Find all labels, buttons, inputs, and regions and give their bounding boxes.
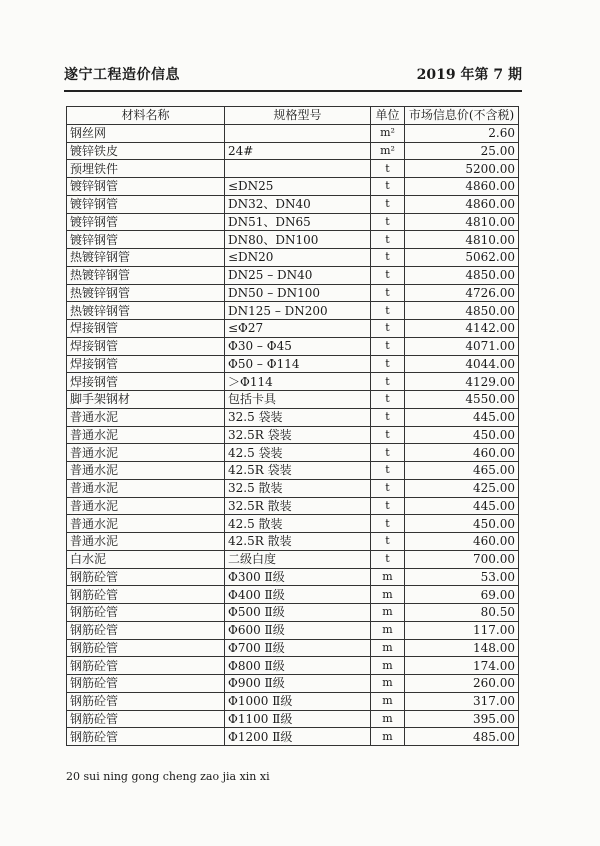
- table-row: [67, 568, 519, 586]
- running-header: [64, 64, 522, 88]
- table-row: [67, 426, 519, 444]
- material-name-cell: 镀锌钢管: [67, 231, 225, 249]
- unit-cell: t: [371, 178, 405, 196]
- price-cell: 450.00: [405, 515, 519, 533]
- specification-cell: 32.5R 散装: [225, 497, 371, 515]
- table-row: [67, 213, 519, 231]
- material-name-cell: 普通水泥: [67, 497, 225, 515]
- price-cell: 445.00: [405, 408, 519, 426]
- table-row: [67, 533, 519, 551]
- material-name-cell: 普通水泥: [67, 479, 225, 497]
- price-cell: 5062.00: [405, 249, 519, 267]
- unit-cell: t: [371, 266, 405, 284]
- specification-cell: ≤DN20: [225, 249, 371, 267]
- table-header-row: [67, 107, 519, 125]
- material-name-cell: 镀锌钢管: [67, 213, 225, 231]
- material-name-cell: 钢筋砼管: [67, 621, 225, 639]
- specification-cell: 二级白度: [225, 550, 371, 568]
- unit-cell: m: [371, 675, 405, 693]
- price-cell: 395.00: [405, 710, 519, 728]
- unit-cell: m: [371, 728, 405, 746]
- price-cell: 4850.00: [405, 302, 519, 320]
- material-name-cell: 钢筋砼管: [67, 675, 225, 693]
- specification-cell: DN50 – DN100: [225, 284, 371, 302]
- specification-cell: 32.5 散装: [225, 479, 371, 497]
- unit-cell: m²: [371, 142, 405, 160]
- unit-cell: m: [371, 621, 405, 639]
- price-cell: 69.00: [405, 586, 519, 604]
- table-row: [67, 515, 519, 533]
- specification-cell: 42.5R 散装: [225, 533, 371, 551]
- specification-cell: DN80、DN100: [225, 231, 371, 249]
- unit-cell: t: [371, 444, 405, 462]
- specification-cell: ＞Φ114: [225, 373, 371, 391]
- unit-cell: t: [371, 373, 405, 391]
- table-row: [67, 320, 519, 338]
- specification-cell: 包括卡具: [225, 391, 371, 409]
- specification-cell: 42.5R 袋装: [225, 462, 371, 480]
- table-row: [67, 710, 519, 728]
- material-name-cell: 焊接钢管: [67, 320, 225, 338]
- material-name-cell: 普通水泥: [67, 408, 225, 426]
- price-cell: 700.00: [405, 550, 519, 568]
- table-row: [67, 675, 519, 693]
- price-cell: 4810.00: [405, 213, 519, 231]
- table-row: [67, 444, 519, 462]
- table-row: [67, 586, 519, 604]
- header-rule: [64, 90, 522, 92]
- specification-cell: 42.5 袋装: [225, 444, 371, 462]
- publication-title: 遂宁工程造价信息: [64, 67, 180, 83]
- price-cell: 25.00: [405, 142, 519, 160]
- material-name-cell: 普通水泥: [67, 462, 225, 480]
- unit-cell: t: [371, 320, 405, 338]
- table-row: [67, 621, 519, 639]
- unit-cell: t: [371, 160, 405, 178]
- specification-cell: Φ50 – Φ114: [225, 355, 371, 373]
- specification-cell: Φ700 Ⅱ级: [225, 639, 371, 657]
- material-name-cell: 普通水泥: [67, 444, 225, 462]
- price-cell: 4142.00: [405, 320, 519, 338]
- specification-cell: Φ500 Ⅱ级: [225, 604, 371, 622]
- unit-cell: t: [371, 391, 405, 409]
- price-cell: 460.00: [405, 533, 519, 551]
- unit-cell: t: [371, 408, 405, 426]
- price-cell: 450.00: [405, 426, 519, 444]
- table-row: [67, 550, 519, 568]
- specification-cell: DN25 – DN40: [225, 266, 371, 284]
- specification-cell: Φ1100 Ⅱ级: [225, 710, 371, 728]
- specification-cell: [225, 124, 371, 142]
- material-name-cell: 镀锌钢管: [67, 195, 225, 213]
- price-cell: 4850.00: [405, 266, 519, 284]
- unit-cell: m: [371, 710, 405, 728]
- table-row: [67, 178, 519, 196]
- price-cell: 4044.00: [405, 355, 519, 373]
- unit-cell: t: [371, 479, 405, 497]
- table-row: [67, 249, 519, 267]
- unit-cell: m: [371, 639, 405, 657]
- price-cell: 4860.00: [405, 195, 519, 213]
- material-name-cell: 焊接钢管: [67, 337, 225, 355]
- specification-cell: ≤Φ27: [225, 320, 371, 338]
- unit-cell: t: [371, 302, 405, 320]
- price-cell: 5200.00: [405, 160, 519, 178]
- specification-cell: Φ900 Ⅱ级: [225, 675, 371, 693]
- price-cell: 174.00: [405, 657, 519, 675]
- unit-cell: m: [371, 692, 405, 710]
- unit-cell: t: [371, 533, 405, 551]
- specification-cell: 42.5 散装: [225, 515, 371, 533]
- page-footer: 20 sui ning gong cheng zao jia xin xi: [66, 770, 270, 783]
- table-row: [67, 639, 519, 657]
- price-cell: 80.50: [405, 604, 519, 622]
- price-cell: 4860.00: [405, 178, 519, 196]
- material-name-cell: 脚手架钢材: [67, 391, 225, 409]
- column-header-material-name: 材料名称: [67, 107, 225, 125]
- material-name-cell: 普通水泥: [67, 515, 225, 533]
- unit-cell: t: [371, 515, 405, 533]
- unit-cell: m²: [371, 124, 405, 142]
- price-cell: 485.00: [405, 728, 519, 746]
- material-name-cell: 钢筋砼管: [67, 586, 225, 604]
- table-row: [67, 284, 519, 302]
- unit-cell: t: [371, 249, 405, 267]
- unit-cell: t: [371, 284, 405, 302]
- specification-cell: Φ800 Ⅱ级: [225, 657, 371, 675]
- unit-cell: m: [371, 568, 405, 586]
- table-row: [67, 408, 519, 426]
- unit-cell: t: [371, 195, 405, 213]
- table-row: [67, 142, 519, 160]
- specification-cell: [225, 160, 371, 178]
- price-cell: 260.00: [405, 675, 519, 693]
- unit-cell: t: [371, 355, 405, 373]
- material-name-cell: 热镀锌钢管: [67, 284, 225, 302]
- price-cell: 4071.00: [405, 337, 519, 355]
- specification-cell: DN125 – DN200: [225, 302, 371, 320]
- column-header-unit: 单位: [371, 107, 405, 125]
- table-row: [67, 195, 519, 213]
- price-cell: 465.00: [405, 462, 519, 480]
- specification-cell: 32.5 袋装: [225, 408, 371, 426]
- material-name-cell: 镀锌钢管: [67, 178, 225, 196]
- specification-cell: DN32、DN40: [225, 195, 371, 213]
- price-cell: 4550.00: [405, 391, 519, 409]
- specification-cell: Φ300 Ⅱ级: [225, 568, 371, 586]
- table-row: [67, 728, 519, 746]
- unit-cell: t: [371, 213, 405, 231]
- unit-cell: t: [371, 462, 405, 480]
- material-name-cell: 焊接钢管: [67, 373, 225, 391]
- material-name-cell: 钢筋砼管: [67, 657, 225, 675]
- unit-cell: m: [371, 604, 405, 622]
- unit-cell: m: [371, 657, 405, 675]
- material-price-table: [66, 106, 519, 746]
- material-name-cell: 钢筋砼管: [67, 639, 225, 657]
- material-name-cell: 热镀锌钢管: [67, 266, 225, 284]
- specification-cell: Φ600 Ⅱ级: [225, 621, 371, 639]
- price-cell: 425.00: [405, 479, 519, 497]
- price-cell: 4726.00: [405, 284, 519, 302]
- specification-cell: 32.5R 袋装: [225, 426, 371, 444]
- table-row: [67, 302, 519, 320]
- material-name-cell: 预埋铁件: [67, 160, 225, 178]
- table-row: [67, 462, 519, 480]
- price-cell: 2.60: [405, 124, 519, 142]
- specification-cell: Φ1200 Ⅱ级: [225, 728, 371, 746]
- material-name-cell: 镀锌铁皮: [67, 142, 225, 160]
- material-name-cell: 钢筋砼管: [67, 604, 225, 622]
- table-row: [67, 160, 519, 178]
- table-row: [67, 373, 519, 391]
- price-cell: 4810.00: [405, 231, 519, 249]
- unit-cell: t: [371, 337, 405, 355]
- table-row: [67, 391, 519, 409]
- material-name-cell: 普通水泥: [67, 426, 225, 444]
- price-cell: 53.00: [405, 568, 519, 586]
- specification-cell: DN51、DN65: [225, 213, 371, 231]
- specification-cell: ≤DN25: [225, 178, 371, 196]
- price-cell: 445.00: [405, 497, 519, 515]
- unit-cell: t: [371, 231, 405, 249]
- unit-cell: t: [371, 426, 405, 444]
- price-cell: 317.00: [405, 692, 519, 710]
- column-header-market-price: 市场信息价(不含税): [405, 107, 519, 125]
- issue-number: 2019 年第 7 期: [416, 67, 522, 83]
- material-name-cell: 钢筋砼管: [67, 568, 225, 586]
- material-name-cell: 焊接钢管: [67, 355, 225, 373]
- specification-cell: Φ1000 Ⅱ级: [225, 692, 371, 710]
- price-cell: 4129.00: [405, 373, 519, 391]
- material-name-cell: 热镀锌钢管: [67, 249, 225, 267]
- specification-cell: Φ30 – Φ45: [225, 337, 371, 355]
- material-name-cell: 白水泥: [67, 550, 225, 568]
- specification-cell: Φ400 Ⅱ级: [225, 586, 371, 604]
- unit-cell: t: [371, 497, 405, 515]
- material-name-cell: 钢筋砼管: [67, 728, 225, 746]
- table-row: [67, 479, 519, 497]
- price-cell: 148.00: [405, 639, 519, 657]
- table-row: [67, 657, 519, 675]
- unit-cell: m: [371, 586, 405, 604]
- table-row: [67, 497, 519, 515]
- specification-cell: 24#: [225, 142, 371, 160]
- material-name-cell: 钢筋砼管: [67, 710, 225, 728]
- price-cell: 460.00: [405, 444, 519, 462]
- table-row: [67, 266, 519, 284]
- table-row: [67, 692, 519, 710]
- table-body: [67, 124, 519, 745]
- table-row: [67, 124, 519, 142]
- column-header-specification: 规格型号: [225, 107, 371, 125]
- material-name-cell: 热镀锌钢管: [67, 302, 225, 320]
- unit-cell: t: [371, 550, 405, 568]
- material-name-cell: 普通水泥: [67, 533, 225, 551]
- table-row: [67, 337, 519, 355]
- price-cell: 117.00: [405, 621, 519, 639]
- material-name-cell: 钢丝网: [67, 124, 225, 142]
- table-row: [67, 604, 519, 622]
- material-name-cell: 钢筋砼管: [67, 692, 225, 710]
- table-row: [67, 355, 519, 373]
- table-row: [67, 231, 519, 249]
